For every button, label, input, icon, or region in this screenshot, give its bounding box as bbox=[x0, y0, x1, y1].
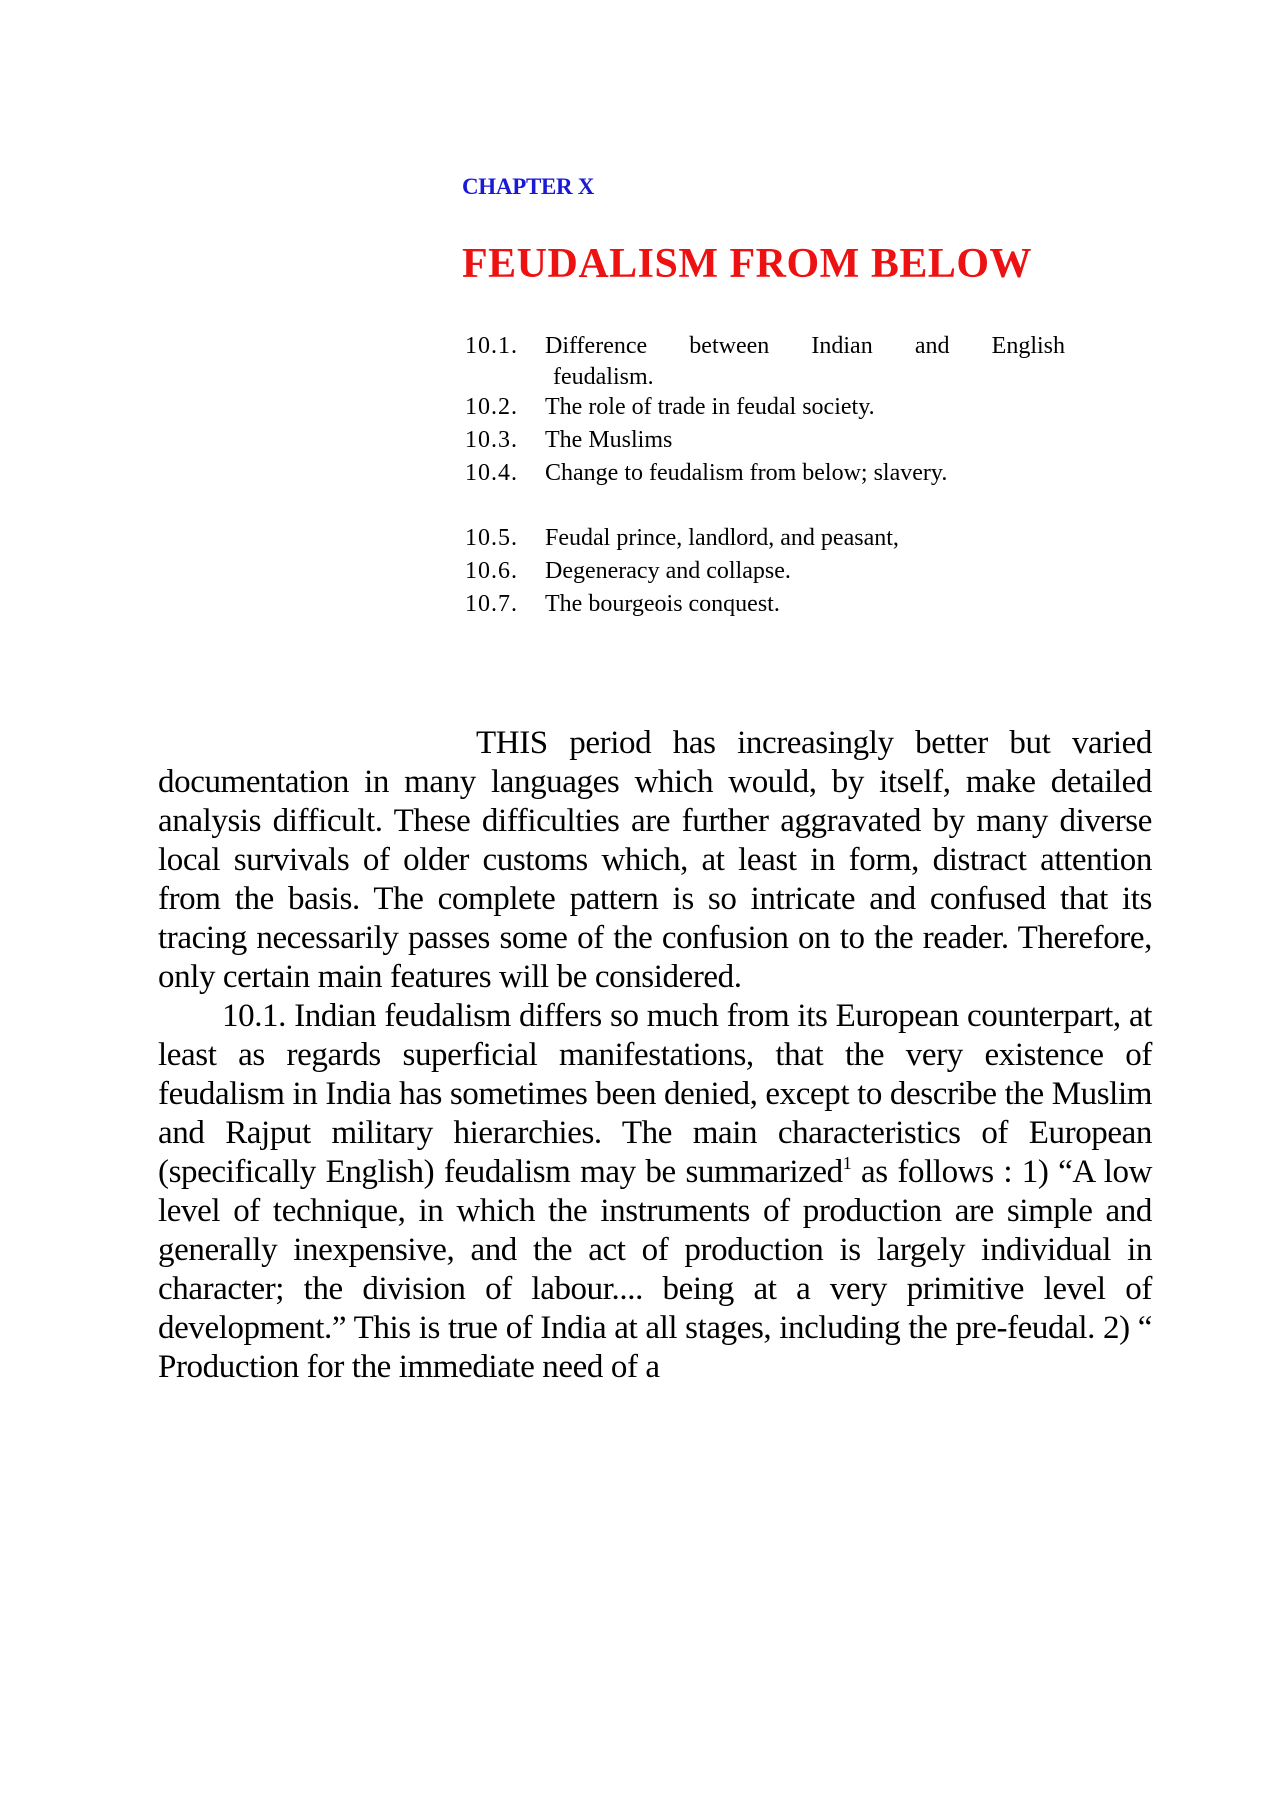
toc-item bbox=[465, 588, 1065, 621]
toc-item-text: Degeneracy and collapse. bbox=[545, 558, 791, 584]
toc-item-number: 10.7. bbox=[465, 591, 518, 617]
toc-item-text: The bourgeois conquest. bbox=[545, 591, 780, 617]
toc-item bbox=[465, 424, 1065, 457]
toc-item bbox=[465, 457, 1065, 490]
toc-item-number: 10.6. bbox=[465, 558, 518, 584]
toc-item-text: Change to feudalism from below; slavery. bbox=[545, 460, 948, 486]
paragraph-text-continued: as follows : 1) “A low level of technique, in which the instruments of production are simple and generally inexpensive, and the act of production is largely individual in character; the division of labour.... being at a very primitive level of development.” This is true of India at all stages, including the pre-feudal. 2) “ Production for the immediate need of a bbox=[158, 1154, 1153, 1385]
chapter-title: FEUDALISM FROM BELOW bbox=[462, 241, 1033, 287]
toc-item-text-continued: feudalism. bbox=[553, 364, 654, 390]
toc-item-text: The role of trade in feudal society. bbox=[545, 394, 875, 420]
toc-item-number: 10.3. bbox=[465, 427, 518, 453]
toc-item-number: 10.5. bbox=[465, 525, 518, 551]
toc-item-number: 10.4. bbox=[465, 460, 518, 486]
toc-item bbox=[465, 391, 1065, 424]
toc-item bbox=[465, 330, 1065, 391]
toc-item-number: 10.1. bbox=[465, 333, 518, 359]
footnote-reference[interactable]: 1 bbox=[842, 1153, 852, 1173]
chapter-label: CHAPTER X bbox=[462, 174, 595, 199]
toc-item-text: Difference between Indian and English bbox=[545, 333, 1065, 359]
chapter-contents-list bbox=[465, 330, 1065, 621]
body-paragraph-intro: THIS period has increasingly better but varied documentation in many languages which would, by itself, make detailed analysis difficult. These difficulties are further aggravated by many diverse local survivals of older customs which, at least in form, distract attention from the basis. The complete pattern is so intricate and confused that its tracing necessarily passes some of the confusion on to the reader. Therefore, only certain main features will be considered. bbox=[158, 725, 1152, 995]
toc-item-text: The Muslims bbox=[545, 427, 673, 453]
toc-item-number: 10.2. bbox=[465, 394, 518, 420]
body-paragraph-section-10-1 bbox=[158, 997, 1152, 1387]
toc-item-text: Feudal prince, landlord, and peasant, bbox=[545, 525, 899, 551]
toc-item bbox=[465, 555, 1065, 588]
chapter-body bbox=[158, 724, 1152, 1387]
toc-item bbox=[465, 522, 1065, 555]
paragraph-text: 10.1. Indian feudalism differs so much from its European counterpart, at least as regards superficial manifestations, that the very existence of feudalism in India has sometimes been denied, except to describe the Muslim and Rajput military hierarchies. The main characteristics of European (specifically English) feudalism may be summarized bbox=[158, 998, 1152, 1190]
